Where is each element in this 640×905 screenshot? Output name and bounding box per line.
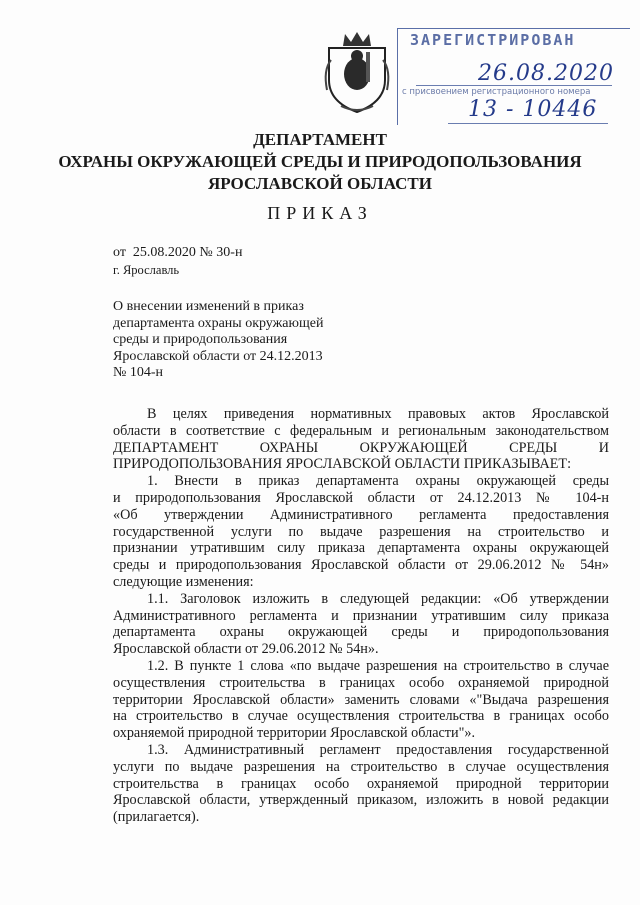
item-1-2-line: охраняемой природной территории Ярославской области"». xyxy=(113,725,476,742)
department-title-line2: ОХРАНЫ ОКРУЖАЮЩЕЙ СРЕДЫ И ПРИРОДОПОЛЬЗОВАНИЯ xyxy=(58,152,582,171)
item-1-3-line: (прилагается). xyxy=(113,809,200,826)
item-1-line: среды и природопользования Ярославской области от 29.06.2012 № 54н» xyxy=(113,557,609,574)
item-1-1-line: департамента охраны окружающей среды и природопользования xyxy=(113,624,609,641)
item-1-3-line: Ярославской области, утвержденный приказом, изложить в новой редакции xyxy=(113,792,609,809)
item-1-2-line: 1.2. В пункте 1 слова «по выдаче разрешения на строительство в случае xyxy=(147,657,609,674)
order-date-number: от 25.08.2020 № 30-н xyxy=(113,245,243,260)
department-title-line3: ЯРОСЛАВСКОЙ ОБЛАСТИ xyxy=(208,174,432,193)
item-1-1-line: Административного регламента и признании утратившим силу приказа xyxy=(113,607,609,624)
item-1-line: признании утратившим силу приказа департамента охраны окружающей xyxy=(113,540,609,557)
item-1-2-line: территории Ярославской области» заменить словами «"Выдача разрешения xyxy=(113,691,609,708)
decree-line: ДЕПАРТАМЕНТ ОХРАНЫ ОКРУЖАЮЩЕЙ СРЕДЫ И xyxy=(113,439,609,456)
stamp-divider xyxy=(416,85,612,86)
item-1-3-line: услуги по выдаче разрешения на строительство в случае осуществления xyxy=(113,758,609,775)
registration-stamp xyxy=(397,28,630,125)
intro-line: В целях приведения нормативных правовых актов Ярославской xyxy=(147,406,609,422)
item-1-1-line: Ярославской области от 29.06.2012 № 54н». xyxy=(113,641,379,658)
item-1-line: и природопользования Ярославской области от 24.12.2013 № 104-н xyxy=(113,489,609,506)
item-1-1-line: 1.1. Заголовок изложить в следующей редакции: «Об утверждении xyxy=(147,590,609,607)
item-1-line: 1. Внести в приказ департамента охраны окружающей среды xyxy=(147,473,609,490)
subject-line: О внесении изменений в приказ xyxy=(113,299,304,314)
stamp-caption: с присвоением регистрационного номера xyxy=(402,87,591,97)
coat-of-arms-emblem xyxy=(321,30,393,114)
stamp-divider xyxy=(448,123,608,124)
subject-line: № 104-н xyxy=(113,365,164,381)
department-title-line1: ДЕПАРТАМЕНТ xyxy=(253,130,387,149)
stamp-registration-number: 13 - 10446 xyxy=(468,97,598,122)
intro-line: области в соответствие с федеральным и региональным законодательством xyxy=(113,422,609,439)
item-1-2-line: осуществления строительства в границах особо охраняемой природной xyxy=(113,674,609,691)
subject-line: департамента охраны окружающей xyxy=(113,315,324,331)
order-city: г. Ярославль xyxy=(113,263,180,277)
item-1-line: следующие изменения: xyxy=(113,573,254,590)
order-subject xyxy=(113,299,323,382)
item-1-line: государственной услуги по выдаче разрешения на строительство и xyxy=(113,523,609,540)
subject-line: Ярославской области от 24.12.2013 xyxy=(113,348,323,364)
item-1-2-line: на строительство в случае осуществления строительства в границах особо xyxy=(113,708,609,725)
stamp-title: ЗАРЕГИСТРИРОВАН xyxy=(410,31,576,49)
subject-line: среды и природопользования xyxy=(113,332,288,348)
decree-line: ПРИРОДОПОЛЬЗОВАНИЯ ЯРОСЛАВСКОЙ ОБЛАСТИ ПРИКАЗЫВАЕТ: xyxy=(113,456,572,473)
item-1-line: «Об утверждении Административного регламента предоставления xyxy=(113,506,609,523)
item-1-3-line: 1.3. Административный регламент предоставления государственной xyxy=(147,741,609,758)
order-body xyxy=(113,406,609,826)
document-type: ПРИКАЗ xyxy=(267,203,373,223)
stamp-date: 26.08.2020 xyxy=(478,61,614,86)
item-1-3-line: строительства в границах особо охраняемой природной территории xyxy=(113,775,609,792)
